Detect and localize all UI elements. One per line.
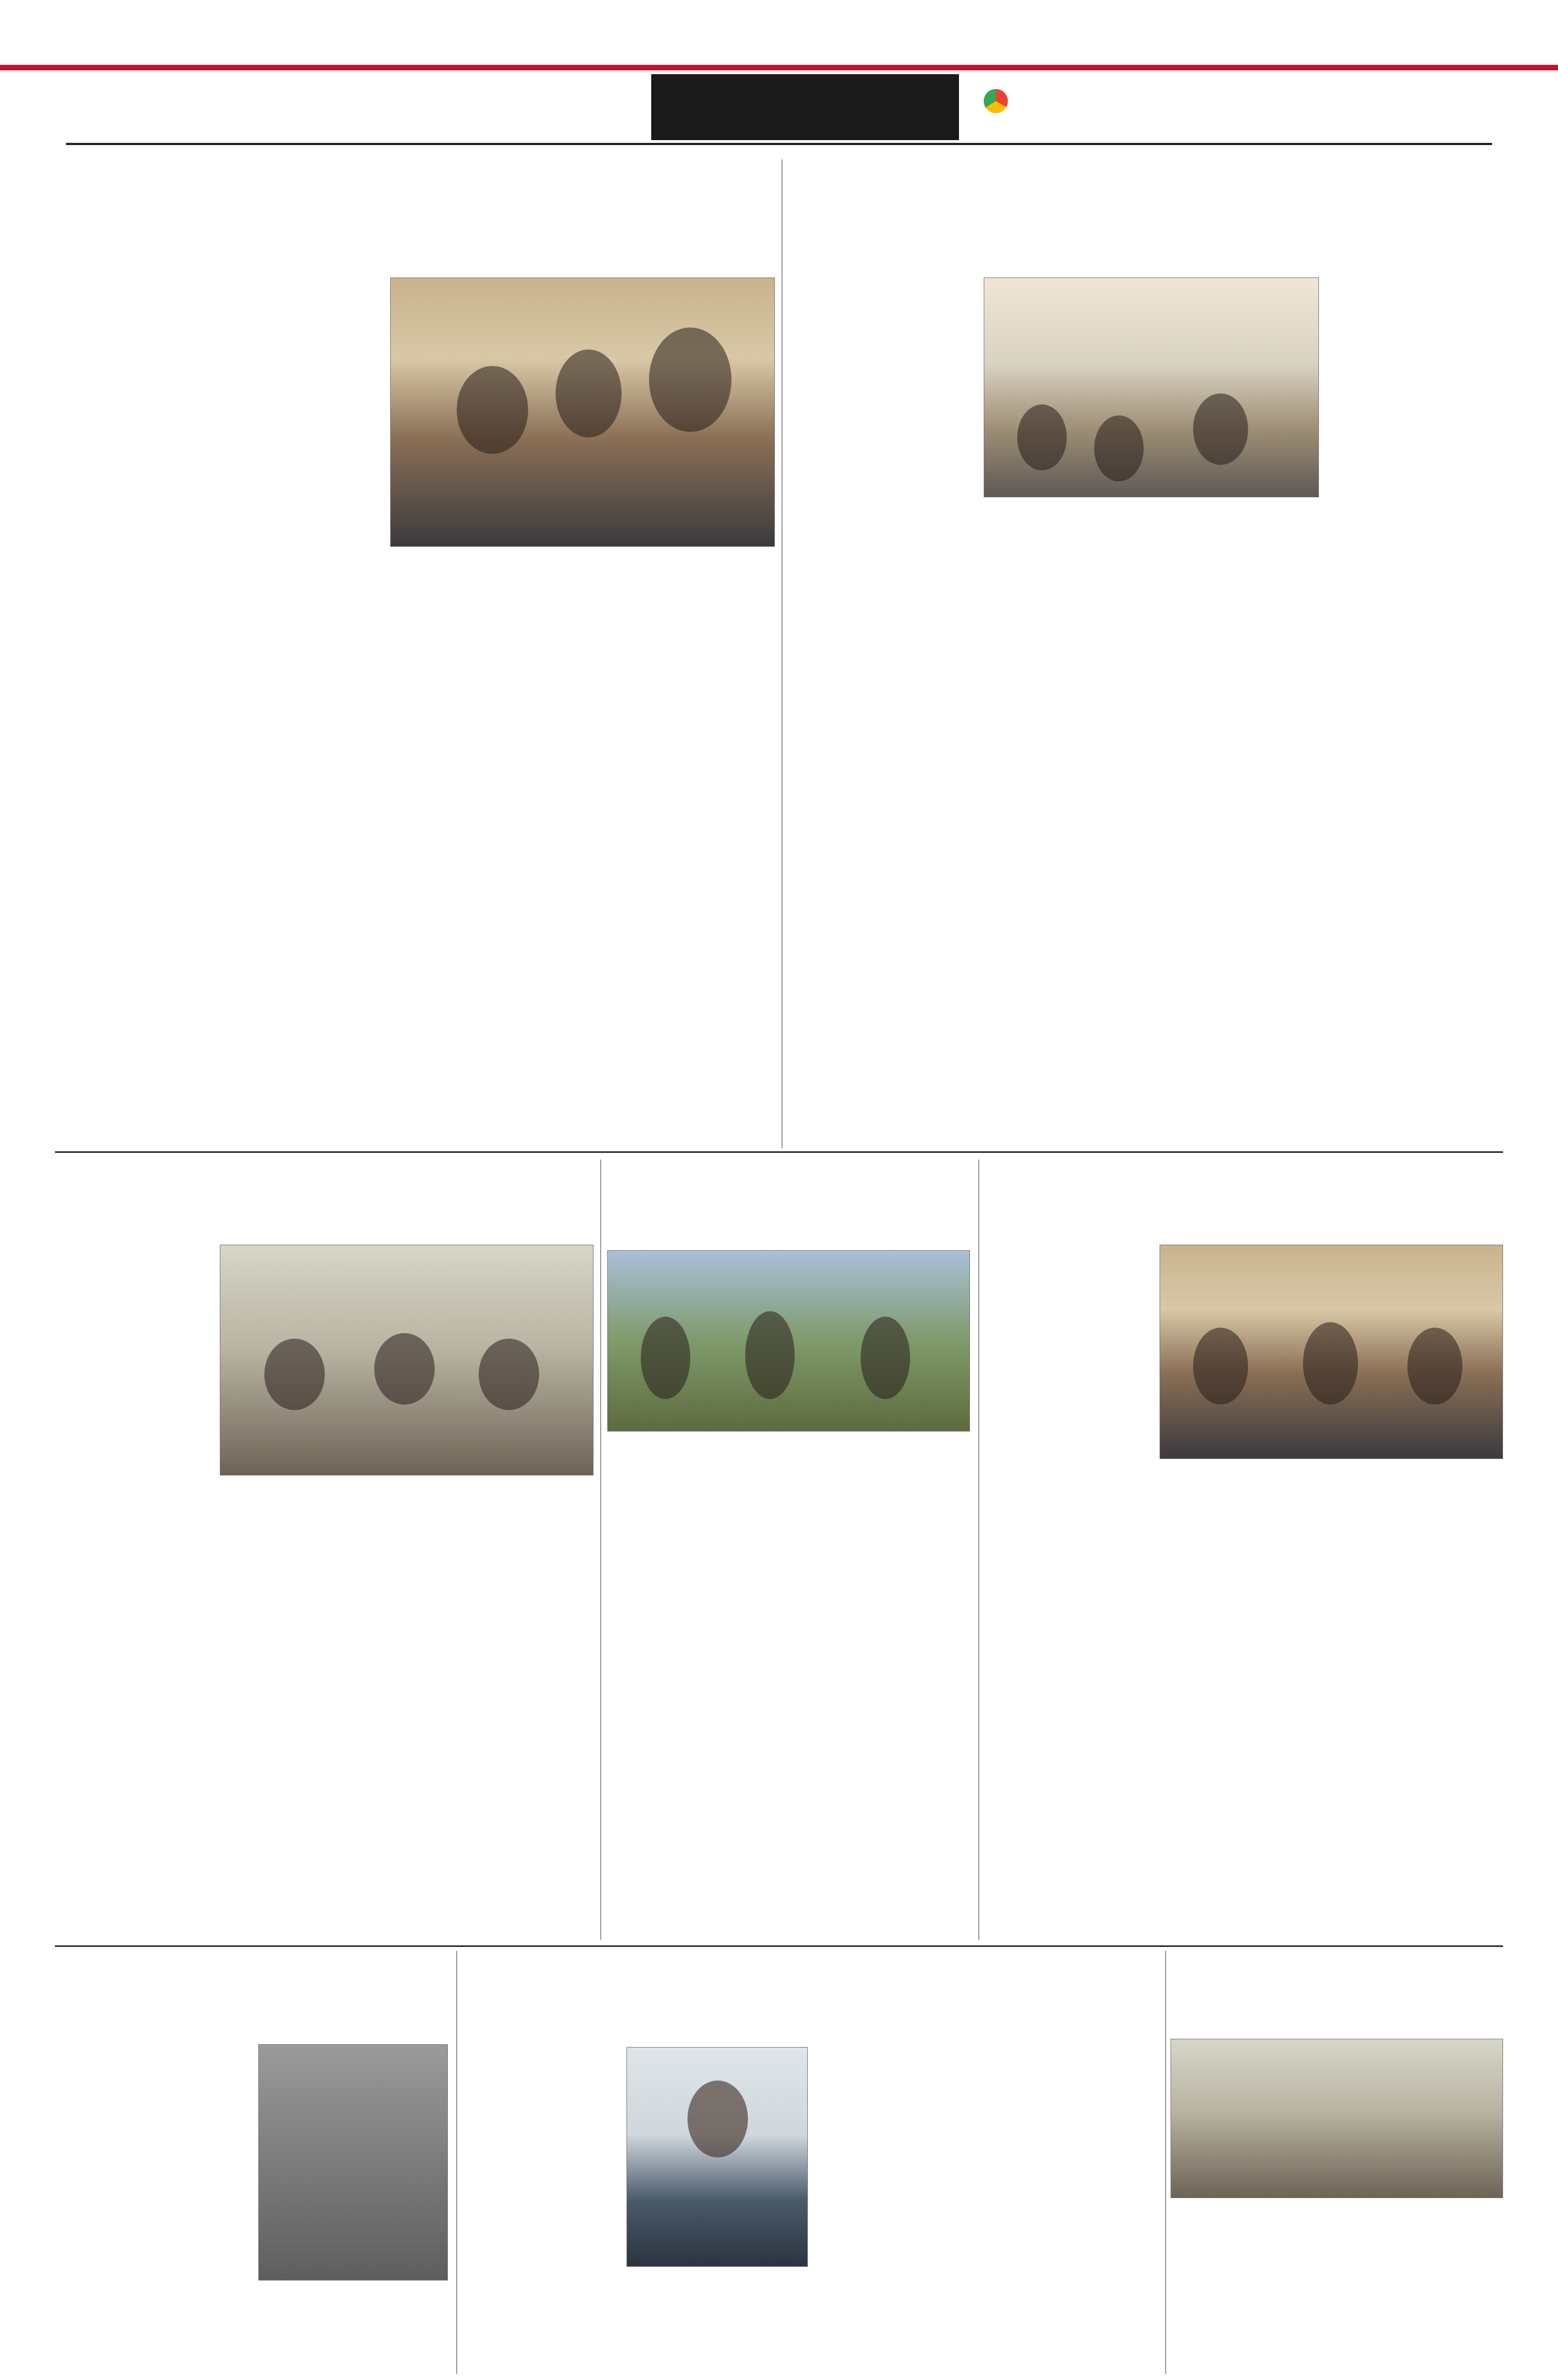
article-4-body	[607, 1464, 973, 1915]
column-divider	[456, 1951, 457, 2374]
masthead-top-rule	[0, 65, 1558, 70]
article-6-body	[55, 2041, 451, 2371]
article-8-body	[1171, 2206, 1503, 2371]
article-1-body-continued	[390, 555, 775, 1146]
column-divider	[781, 159, 783, 1149]
column-divider	[1165, 1951, 1166, 2374]
article-1-body	[55, 310, 382, 1146]
row-divider	[55, 1151, 1503, 1153]
article-8-photo	[1171, 2039, 1503, 2198]
masthead-bottom-rule	[66, 143, 1492, 145]
article-3-body	[55, 1275, 594, 1937]
article-5-body	[986, 1247, 1503, 1937]
column-divider	[600, 1160, 601, 1940]
section-label	[651, 74, 959, 140]
row-divider	[55, 1945, 1503, 1947]
article-7-body	[464, 2074, 1160, 2371]
chrome-icon	[984, 89, 1008, 113]
column-divider	[978, 1160, 979, 1940]
article-4-photo	[607, 1250, 970, 1432]
article-1-photo	[390, 278, 775, 547]
article-2-body	[791, 310, 1500, 1140]
